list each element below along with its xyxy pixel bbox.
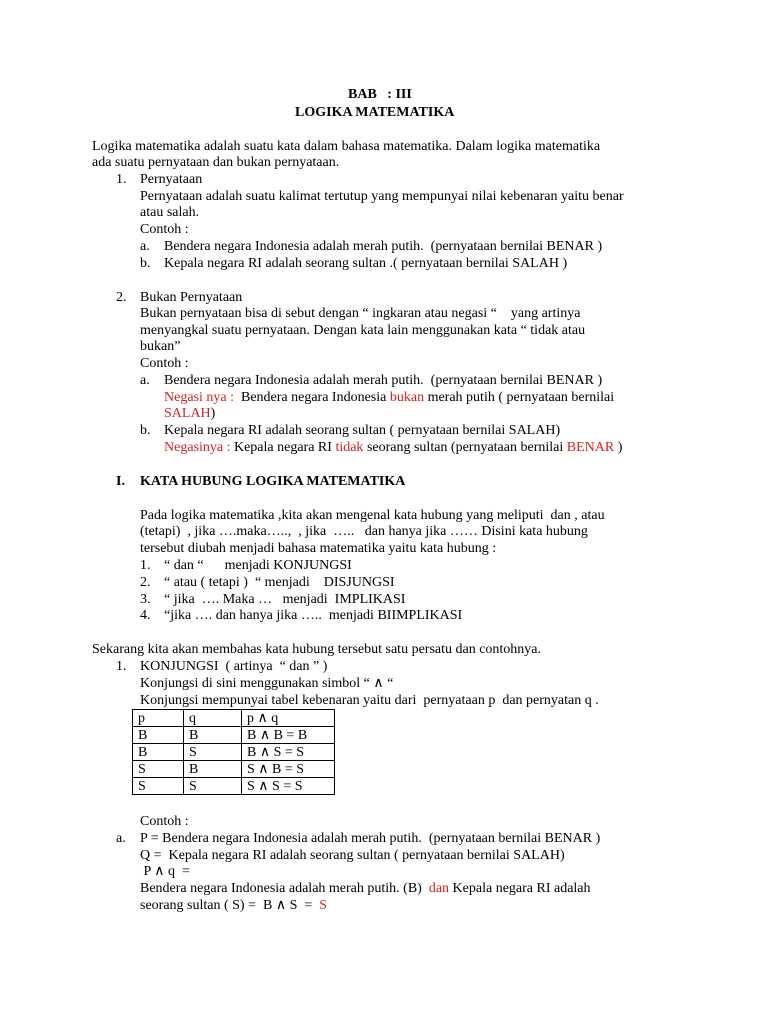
section-title-kata-hubung: KATA HUBUNG LOGIKA MATEMATIKA [140,474,406,489]
negation-line [164,390,614,406]
negation-text: ) [210,406,216,421]
example-item: Bendera negara Indonesia adalah merah putih. (pernyataan bernilai BENAR ) [164,373,603,388]
table-row [133,761,335,778]
negation-value: SALAH [164,406,211,421]
table-row [133,778,335,795]
table-cell: S ∧ B = S [242,761,335,778]
paragraph-line: tersebut diubah menjadi bahasa matematika yaitu kata hubung : [140,541,497,556]
table-row [133,710,335,727]
section-number: I. [116,474,125,489]
list-marker: b. [140,256,151,271]
chapter-label: BAB : III [348,87,412,102]
premise-p: P = Bendera negara Indonesia adalah merah putih. (pernyataan bernilai BENAR ) [140,831,601,846]
example-label: Contoh : [140,222,189,237]
table-cell: B [184,761,242,778]
table-row [133,744,335,761]
truth-table [132,709,335,795]
example-item: Kepala negara RI adalah seorang sultan .( pernyataan bernilai SALAH ) [164,256,568,271]
table-cell: p [133,710,184,727]
table-cell: S [133,761,184,778]
list-number: 3. [140,592,151,607]
example-label: Contoh : [140,814,189,829]
negation-text: Kepala negara RI [230,440,336,455]
paragraph-line: Pada logika matematika ,kita akan mengenal kata hubung yang meliputi dan , atau [140,508,605,523]
result-text: Bendera negara Indonesia adalah merah putih. (B) [140,881,429,896]
negation-line [164,440,622,456]
list-number: 1. [116,172,127,187]
paragraph-line: Konjungsi di sini menggunakan simbol “ ∧ “ [140,676,394,691]
result-text: Kepala negara RI adalah [449,881,591,896]
paragraph-line: Sekarang kita akan membahas kata hubung tersebut satu persatu dan contohnya. [92,642,542,657]
example-item: Bendera negara Indonesia adalah merah putih. (pernyataan bernilai BENAR ) [164,239,603,254]
negation-text: merah putih ( pernyataan bernilai [424,390,615,405]
premise-q: Q = Kepala negara RI adalah seorang sultan ( pernyataan bernilai SALAH) [140,848,565,863]
negation-value: BENAR [566,440,615,455]
list-number: 2. [116,290,127,305]
table-cell: B [133,727,184,744]
negation-keyword: tidak [335,440,364,455]
list-item: “ dan “ menjadi KONJUNGSI [164,558,352,573]
table-cell: B ∧ B = B [242,727,335,744]
example-item: Kepala negara RI adalah seorang sultan ( pernyataan bernilai SALAH) [164,423,561,438]
intro-line-1: Logika matematika adalah suatu kata dalam bahasa matematika. Dalam logika matematika [92,139,601,154]
table-cell: S ∧ S = S [242,778,335,795]
list-number: 1. [116,659,127,674]
negation-label: Negasinya : [164,440,231,455]
paragraph-line: Bukan pernyataan bisa di sebut dengan “ ingkaran atau negasi “ yang artinya [140,306,581,321]
table-cell: p ∧ q [242,710,335,727]
negation-text: seorang sultan (pernyataan bernilai [363,440,567,455]
table-cell: S [184,744,242,761]
table-cell: q [184,710,242,727]
section-title-bukan-pernyataan: Bukan Pernyataan [140,290,243,305]
table-cell: B [133,744,184,761]
paragraph-line: menyangkal suatu pernyataan. Dengan kata lain menggunakan kata “ tidak atau [140,323,586,338]
section-title-konjungsi: KONJUNGSI ( artinya “ dan ” ) [140,659,328,674]
list-number: 1. [140,558,151,573]
list-marker: a. [140,239,150,254]
result-text: seorang sultan ( S) = B ∧ S = [140,898,320,913]
list-marker: a. [140,373,150,388]
paragraph-line: bukan” [140,339,181,354]
list-item: “ jika …. Maka … menjadi IMPLIKASI [164,592,406,607]
result-line [140,881,591,897]
paragraph-line: (tetapi) , jika ….maka….., , jika ….. dan hanya jika …… Disini kata hubung [140,524,588,539]
list-marker: b. [140,423,151,438]
intro-line-2: ada suatu pernyataan dan bukan pernyataan. [92,155,340,170]
negation-text: ) [614,440,623,455]
paragraph-line: Pernyataan adalah suatu kalimat tertutup yang mempunyai nilai kebenaran yaitu benar [140,189,624,204]
table-cell: S [133,778,184,795]
table-row [133,727,335,744]
table-cell: B ∧ S = S [242,744,335,761]
negation-keyword: bukan [389,390,425,405]
page-title: LOGIKA MATEMATIKA [295,105,455,120]
paragraph-line: Konjungsi mempunyai tabel kebenaran yaitu dari pernyataan p dan pernyatan q . [140,693,599,708]
list-item: “jika …. dan hanya jika ….. menjadi BIIMPLIKASI [164,608,463,623]
conjunction-keyword: dan [428,881,450,896]
negation-line [164,406,215,422]
negation-label: Negasi nya : [164,390,234,405]
example-label: Contoh : [140,356,189,371]
result-value: S [319,898,328,913]
list-number: 4. [140,608,151,623]
negation-text: Bendera negara Indonesia [233,390,390,405]
conjunction-expression: P ∧ q = [140,864,190,879]
table-cell: S [184,778,242,795]
list-number: 2. [140,575,151,590]
table-cell: B [184,727,242,744]
result-line [140,898,327,914]
list-item: “ atau ( tetapi ) “ menjadi DISJUNGSI [164,575,395,590]
list-marker: a. [116,831,126,846]
section-title-pernyataan: Pernyataan [140,172,203,187]
paragraph-line: atau salah. [140,205,200,220]
